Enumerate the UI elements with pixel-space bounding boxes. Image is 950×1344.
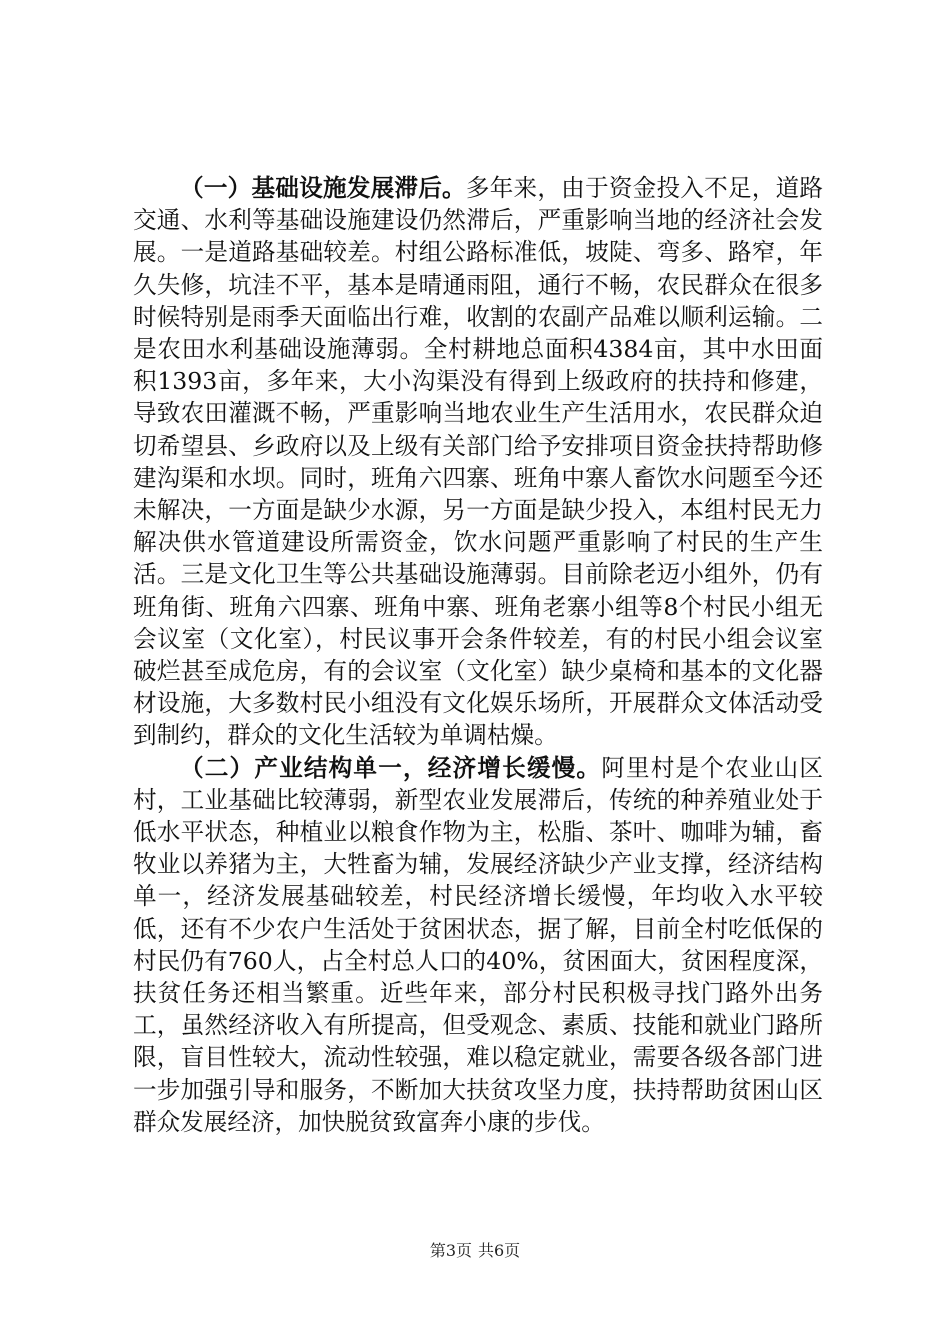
paragraph-text: 阿里村是个农业山区村，工业基础比较薄弱，新型农业发展滞后，传统的种养殖业处于低水平状态，种植业以粮食作物为主，松脂、茶叶、咖啡为辅，畜牧业以养猪为主，大牲畜为辅，发展经济缺少产业支撑，经济结构单一，经济发展基础较差，村民经济增长缓慢，年均收入水平较低，还有不少农户生活处于贫困状态，据了解，目前全村吃低保的村民仍有760人，占全村总人口的40%，贫困面大，贫困程度深，扶贫任务还相当繁重。近些年来，部分村民积极寻找门路外出务工，虽然经济收入有所提高，但受观念、素质、技能和就业门路所限，盲目性较大，流动性较强，难以稳定就业，需要各级各部门进一步加强引导和服务，不断加大扶贫攻坚力度，扶持帮助贫困山区群众发展经济，加快脱贫致富奔小康的步伐。 (133, 753, 824, 1136)
paragraph-heading: （二）产业结构单一，经济增长缓慢。 (180, 753, 602, 782)
paragraph-infrastructure (133, 172, 823, 752)
page-number: 第3页 (429, 1241, 472, 1260)
paragraph-text: 多年来，由于资金投入不足，道路交通、水利等基础设施建设仍然滞后，严重影响当地的经济社会发展。一是道路基础较差。村组公路标准低，坡陡、弯多、路窄，年久失修，坑洼不平，基本是晴通雨阻，通行不畅，农民群众在很多时候特别是雨季天面临出行难，收割的农副产品难以顺利运输。二是农田水利基础设施薄弱。全村耕地总面积4384亩，其中水田面积1393亩，多年来，大小沟渠没有得到上级政府的扶持和修建，导致农田灌溉不畅，严重影响当地农业生产生活用水，农民群众迫切希望县、乡政府以及上级有关部门给予安排项目资金扶持帮助修建沟渠和水坝。同时，班角六四寨、班角中寨人畜饮水问题至今还未解决，一方面是缺少水源，另一方面是缺少投入，本组村民无力解决供水管道建设所需资金，饮水问题严重影响了村民的生产生活。三是文化卫生等公共基础设施薄弱。目前除老迈小组外，仍有班角街、班角六四寨、班角中寨、班角老寨小组等8个村民小组无会议室（文化室），村民议事开会条件较差，有的村民小组会议室破烂甚至成危房，有的会议室（文化室）缺少桌椅和基本的文化器材设施，大多数村民小组没有文化娱乐场所，开展群众文体活动受到制约，群众的文化生活较为单调枯燥。 (133, 174, 824, 750)
paragraph-heading: （一）基础设施发展滞后。 (180, 174, 466, 202)
document-body (133, 172, 823, 1138)
page-footer (0, 1241, 950, 1261)
paragraph-industry (133, 752, 823, 1138)
page-total: 共6页 (478, 1241, 521, 1260)
